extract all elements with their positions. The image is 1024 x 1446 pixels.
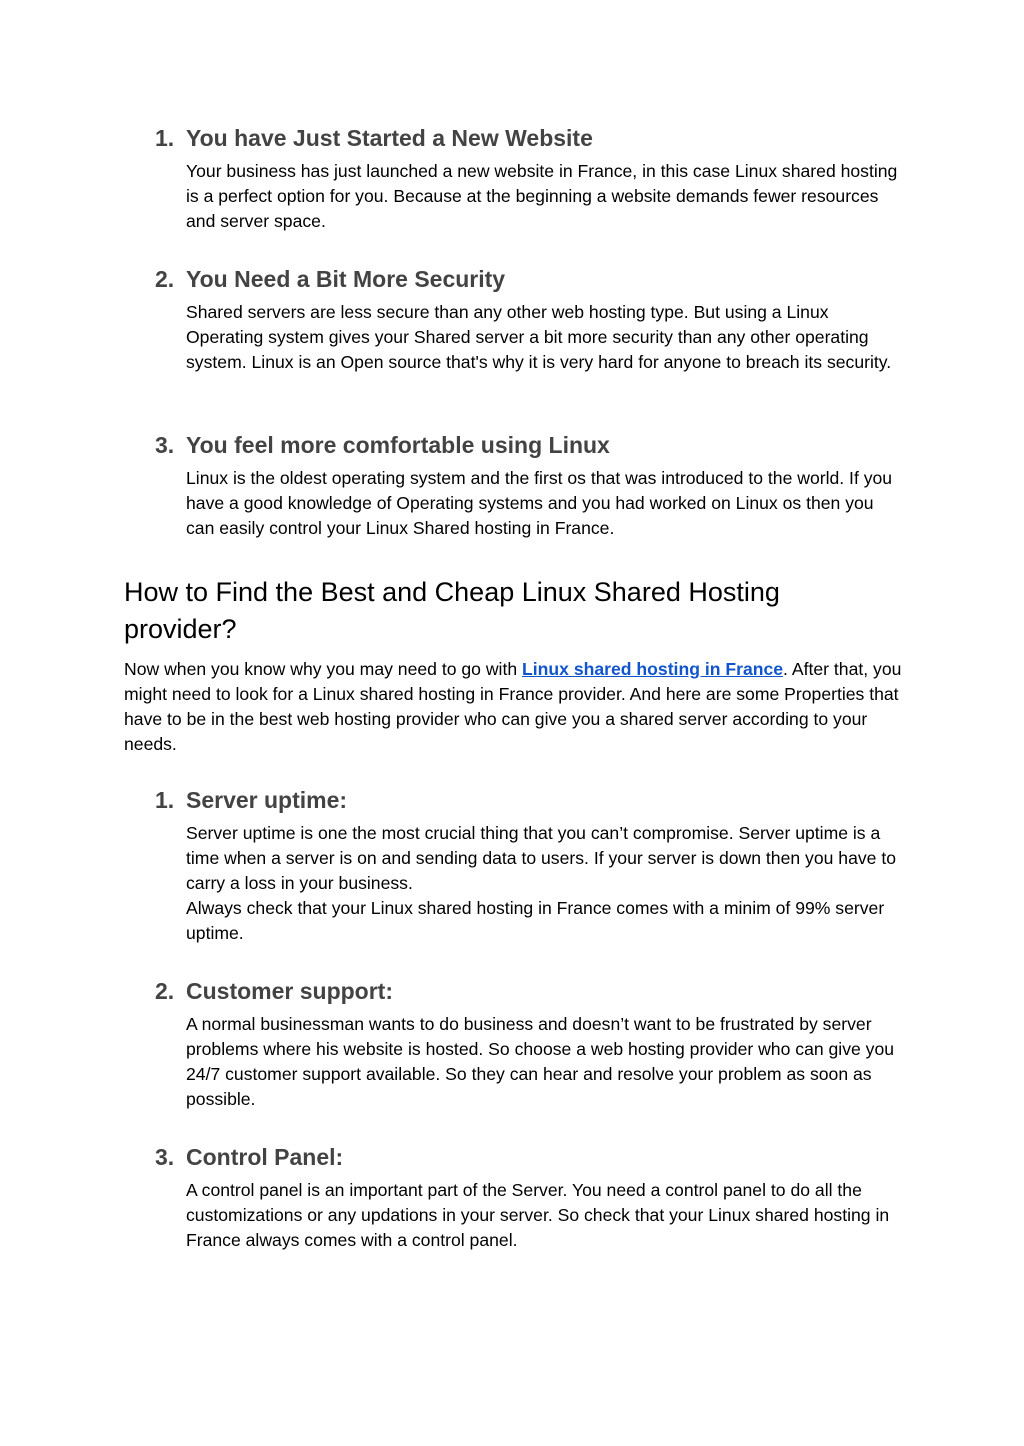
list-number: 2. xyxy=(155,978,175,1004)
list-item-heading xyxy=(155,431,915,459)
list-item-heading xyxy=(155,265,915,293)
list-number: 3. xyxy=(155,1144,175,1170)
list-number: 1. xyxy=(155,787,175,813)
intro-text: . After that, you might need to look for a Linux shared hosting in France provider. And here are some Properties that have to be in the best web hosting provider who can give you a shared server according to your needs. xyxy=(124,659,902,754)
list-number: 3. xyxy=(155,432,175,458)
list-item xyxy=(155,1143,915,1253)
list-item-body xyxy=(186,300,906,375)
section-heading: How to Find the Best and Cheap Linux Shared Hosting provider? xyxy=(124,577,780,644)
list-item-title: You feel more comfortable using Linux xyxy=(186,432,610,458)
paragraph: A normal businessman wants to do business and doesn’t want to be frustrated by server problems where his website is hosted. So choose a web hosting provider who can give you 24/7 customer support available. So they can hear and resolve your problem as soon as possible. xyxy=(186,1014,895,1109)
list-item-body xyxy=(186,1178,906,1253)
paragraph: Shared servers are less secure than any other web hosting type. But using a Linux Operating system gives your Shared server a bit more security than any other operating system. Linux is an Open source that's why it is very hard for anyone to breach its security. xyxy=(186,302,892,372)
list-item-heading xyxy=(155,124,915,152)
list-item-heading xyxy=(155,977,915,1005)
intro-text: Now when you know why you may need to go with xyxy=(124,659,523,679)
paragraph: Server uptime is one the most crucial thing that you can’t compromise. Server uptime is a time when a server is on and sending data to users. If your server is down then you have to carry a loss in your business. xyxy=(186,823,897,893)
list-item-body xyxy=(186,159,906,234)
list-item xyxy=(155,977,915,1112)
paragraph: Linux is the oldest operating system and the first os that was introduced to the world. If you have a good knowledge of Operating systems and you had worked on Linux os then you can easily control your Linux Shared hosting in France. xyxy=(186,468,893,538)
list-item-title: Control Panel: xyxy=(186,1144,344,1170)
list-item-title: You have Just Started a New Website xyxy=(186,125,593,151)
paragraph: Always check that your Linux shared hosting in France comes with a minim of 99% server uptime. xyxy=(186,898,885,943)
list-number: 2. xyxy=(155,266,175,292)
list-item-title: Customer support: xyxy=(186,978,393,1004)
intro-paragraph xyxy=(124,657,904,757)
list-item-body xyxy=(186,466,906,541)
list-item-title: Server uptime: xyxy=(186,787,348,813)
list-item xyxy=(155,431,915,541)
list-item-body xyxy=(186,1012,906,1112)
list-item-body xyxy=(186,821,906,946)
list-item xyxy=(155,124,915,234)
paragraph: Your business has just launched a new website in France, in this case Linux shared hosting is a perfect option for you. Because at the beginning a website demands fewer resources and server space. xyxy=(186,161,898,231)
list-number: 1. xyxy=(155,125,175,151)
linux-hosting-link[interactable]: Linux shared hosting in France xyxy=(522,659,784,679)
paragraph: A control panel is an important part of the Server. You need a control panel to do all the customizations or any updations in your server. So check that your Linux shared hosting in France always comes with a control panel. xyxy=(186,1180,890,1250)
list-item-heading xyxy=(155,1143,915,1171)
list-item xyxy=(155,786,915,946)
list-item-title: You Need a Bit More Security xyxy=(186,266,506,292)
list-item-heading xyxy=(155,786,915,814)
list-item xyxy=(155,265,915,375)
